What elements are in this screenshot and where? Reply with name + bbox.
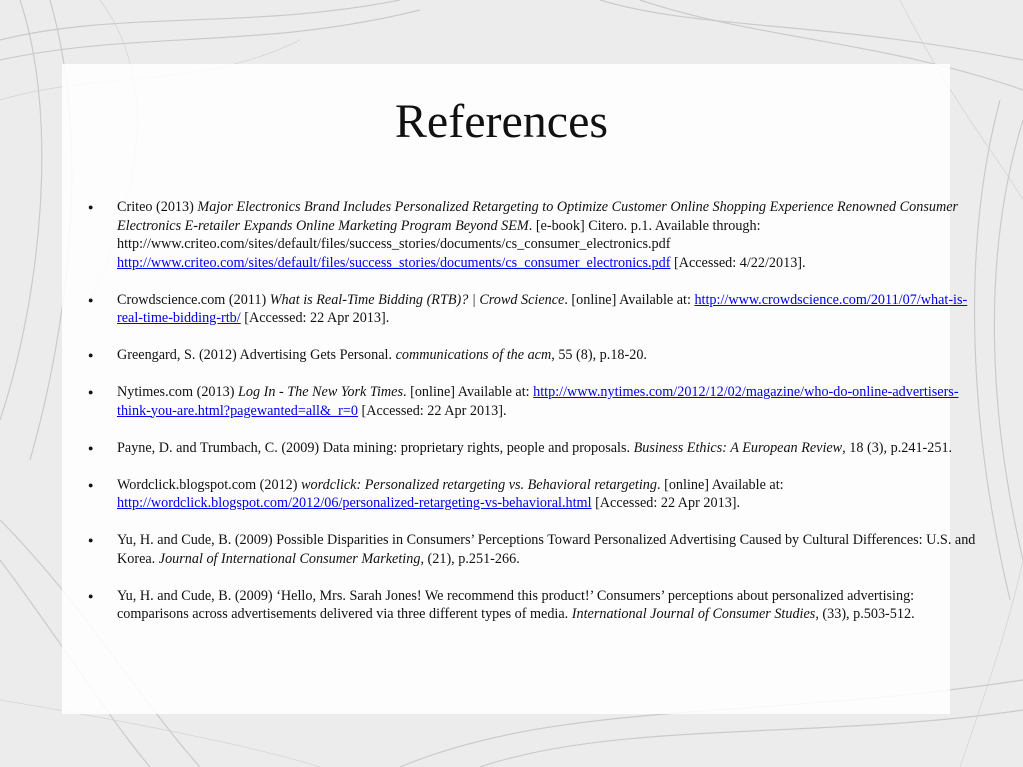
bullet-icon: ●	[88, 535, 94, 545]
reference-details: . [online] Available at:	[403, 384, 534, 400]
reference-link[interactable]: http://wordclick.blogspot.com/2012/06/personalized-retargeting-vs-behavioral.html	[117, 495, 592, 511]
reference-author-year: Payne, D. and Trumbach, C. (2009) Data mining: proprietary rights, people and proposals.	[117, 439, 634, 456]
reference-details: , (33), p.503-512.	[815, 606, 915, 622]
reference-item	[88, 346, 977, 365]
reference-details: , (21), p.251-266.	[420, 550, 520, 567]
reference-accessed-date: [Accessed: 22 Apr 2013].	[357, 402, 507, 419]
reference-item	[88, 291, 977, 328]
slide-title: References	[394, 95, 609, 148]
bullet-icon: ●	[88, 479, 94, 490]
reference-title: communications of the acm	[395, 347, 552, 363]
reference-details: , 18 (3), p.241-251.	[842, 439, 953, 456]
reference-title: wordclick: Personalized retargeting vs. Behavioral retargeting	[301, 476, 657, 493]
bullet-icon: ●	[88, 202, 94, 212]
reference-author-year: Crowdscience.com (2011)	[117, 291, 270, 308]
reference-item	[88, 383, 977, 420]
reference-title: International Journal of Consumer Studies	[571, 606, 816, 622]
reference-title: Business Ethics: A European Review	[633, 439, 843, 456]
bullet-icon: ●	[88, 442, 94, 453]
reference-author-year: Criteo (2013)	[117, 199, 198, 215]
reference-item	[88, 587, 977, 624]
reference-details: . [e-book] Citero. p.1. Available through: http://www.criteo.com/sites/default/files/success_stories/documents/cs_consumer_electronics.pdf	[117, 217, 761, 252]
reference-item	[88, 476, 977, 513]
reference-item	[88, 439, 977, 458]
reference-link[interactable]: http://www.crowdscience.com/2011/07/what-is-real-time-bidding-rtb/	[117, 291, 968, 326]
reference-author-year: Nytimes.com (2013)	[117, 384, 238, 400]
reference-details: . [online] Available at:	[657, 476, 784, 493]
reference-title: Log In - The New York Times	[237, 384, 403, 400]
reference-item	[88, 531, 977, 568]
reference-author-year: Wordclick.blogspot.com (2012)	[117, 476, 302, 493]
reference-item	[88, 198, 977, 272]
reference-author-year: Greengard, S. (2012) Advertising Gets Personal.	[117, 347, 396, 363]
reference-link[interactable]: http://www.nytimes.com/2012/12/02/magazine/who-do-online-advertisers-think-you-are.html?pagewanted=all&_r=0	[117, 384, 959, 419]
bullet-icon: ●	[88, 294, 94, 305]
reference-list	[88, 198, 977, 642]
reference-accessed-date: [Accessed: 22 Apr 2013].	[591, 495, 741, 511]
reference-details: . [online] Available at:	[564, 291, 695, 308]
reference-author-year: Yu, H. and Cude, B. (2009) Possible Disparities in Consumers’ Perceptions Toward Personalized Advertising Caused by Cultural Differences: U.S. and Korea.	[117, 532, 976, 567]
reference-details: , 55 (8), p.18-20.	[551, 347, 647, 363]
reference-accessed-date: [Accessed: 4/22/2013].	[670, 254, 806, 271]
bullet-icon: ●	[88, 590, 94, 601]
reference-title: What is Real-Time Bidding (RTB)? | Crowd Science	[269, 291, 565, 308]
reference-accessed-date: [Accessed: 22 Apr 2013].	[240, 310, 390, 326]
reference-title: Major Electronics Brand Includes Personalized Retargeting to Optimize Customer Online Shopping Experience Renowned Consumer Electronics E-retailer Expands Online Marketing Program Beyond SEM	[117, 199, 959, 234]
bullet-icon: ●	[88, 387, 94, 397]
reference-author-year: Yu, H. and Cude, B. (2009) ‘Hello, Mrs. Sarah Jones! We recommend this product!’ Consumers’ perceptions about personalized advertising: comparisons across advertisements delivered via three different types of media.	[117, 587, 915, 622]
reference-title: Journal of International Consumer Marketing	[158, 550, 421, 567]
reference-link[interactable]: http://www.criteo.com/sites/default/files/success_stories/documents/cs_consumer_electronics.pdf	[117, 254, 671, 271]
bullet-icon: ●	[88, 350, 94, 360]
